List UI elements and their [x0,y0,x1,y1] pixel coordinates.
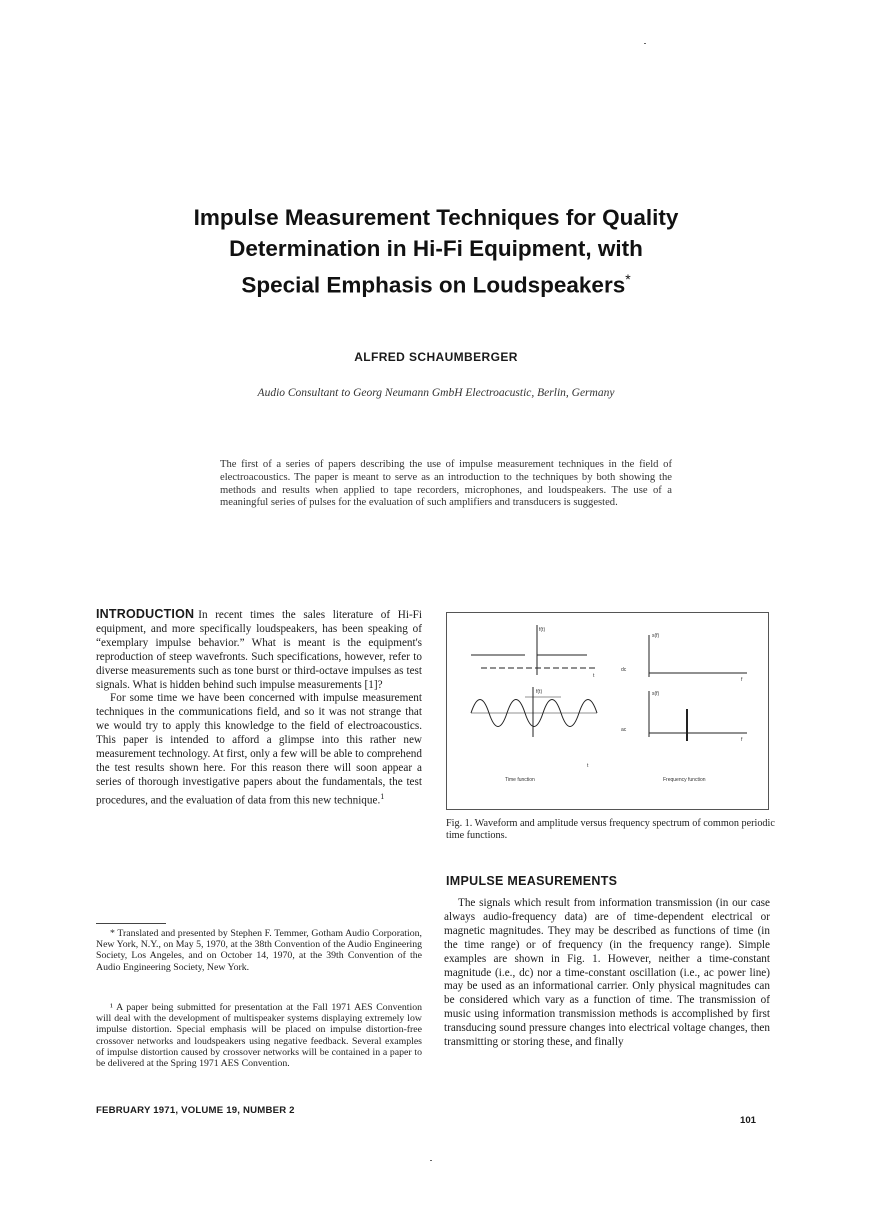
label-time-function: Time function [505,777,535,783]
paper-title [100,202,772,301]
label-f-axis-top: f [741,677,743,683]
footnote-divider [96,923,166,924]
abstract: The first of a series of papers describing the use of impulse measurement techniques in the field of electroacoustics. The paper is meant to serve as an introduction to the techniques by both showing the methods and results when applied to tape recorders, microphones, and loudspeakers. The use of a meaningful series of pulses for the evaluation of such amplifiers and transducers is suggested. [220,459,672,509]
intro-paragraph-1: In recent times the sales literature of Hi-Fi equipment, and more specifically loudspeakers, has been speaking of “exemplary impulse behavior.” What is meant is the equipment's reproduction of steep wavefronts. Such specifications, however, refer to diverse measurements such as tone burst or third-octave impulses as test signals. What is hidden behind such impulse measurements [1]? [96,609,422,691]
impulse-measurements-section [444,897,770,1050]
footnote-reference: 1 [380,791,385,801]
title-line [100,264,772,301]
author-affiliation: Audio Consultant to Georg Neumann GmbH Electroacustic, Berlin, Germany [257,387,615,399]
label-f-axis-mid: f [741,737,743,743]
scan-speck [430,1160,432,1161]
label-ac: ac [621,727,627,733]
label-frequency-function: Frequency function [663,777,706,783]
label-sf-top: s(f) [652,633,660,639]
figure-1-drawing [447,613,768,809]
label-t-axis-top: t [593,673,595,679]
footnote-translation: * Translated and presented by Stephen F. Temmer, Gotham Audio Corporation, New York, N.Y., on May 5, 1970, at the 38th Convention of the Audio Engineering Society, Los Angeles, and on October 14, 1970, at the 39th Convention of the Audio Engineering Society, New York. [96,928,422,973]
figure-1-caption: Fig. 1. Waveform and amplitude versus frequency spectrum of common periodic time functions. [446,818,775,841]
label-ut-top: f(t) [539,627,546,633]
title-line-text: Special Emphasis on Loudspeakers [241,272,626,298]
label-dc: dc [621,667,627,673]
introduction-heading: INTRODUCTION [96,607,195,621]
intro-paragraph-2: For some time we have been concerned with impulse measurement techniques in the communications field, and so it was not strange that we would try to apply this knowledge to the field of electroacoustics. This paper is intended to afford a glimpse into this rather new measurement technology. At first, only a few will be able to comprehend the test results shown here. For this reason there will soon appear a series of thorough investigative papers about the fundamentals, the test procedures, and the evaluation of data from this new technique. [96,692,422,807]
scan-speck [644,43,646,44]
author-name: ALFRED SCHAUMBERGER [354,350,518,364]
figure-1 [446,612,769,810]
title-asterisk: * [625,271,631,287]
impulse-paragraph-1: The signals which result from information transmission (in our case always audio-frequency data) are of time-dependent electrical or magnetic magnitudes. They may be described as functions of time (in the time range) or of frequency (in the frequency range). Simple examples are shown in Fig. 1. However, neither a time-constant magnitude (i.e., dc) nor a time-constant oscillation (i.e., ac power line) may be used as an informational carrier. Only physical magnitudes can be considered which vary as a function of time. The transmission of music using information transmission methods is accomplished by first transducing sound pressure changes into electrical voltage changes, then transmitting or storing these, and finally [444,897,770,1049]
label-t-axis-mid: t [587,763,589,769]
label-sf-mid: s(f) [652,691,660,697]
title-line: Impulse Measurement Techniques for Quality [193,205,679,230]
page-number: 101 [740,1115,757,1126]
title-line: Determination in Hi-Fi Equipment, with [229,236,643,261]
introduction-section [96,608,422,808]
label-ut-mid: f(t) [536,689,543,695]
impulse-measurements-heading: IMPULSE MEASUREMENTS [446,874,618,888]
footnote-1: ¹ A paper being submitted for presentation at the Fall 1971 AES Convention will deal with the development of multispeaker systems displaying extremely low impulse distortion. Special emphasis will be placed on impulse distortion-free crossover networks and loudspeakers using negative feedback. Several examples of impulse distortion caused by crossover networks will be contained in a paper to be delivered at the Spring 1971 AES Convention. [96,1002,422,1070]
journal-issue: FEBRUARY 1971, VOLUME 19, NUMBER 2 [96,1105,295,1116]
